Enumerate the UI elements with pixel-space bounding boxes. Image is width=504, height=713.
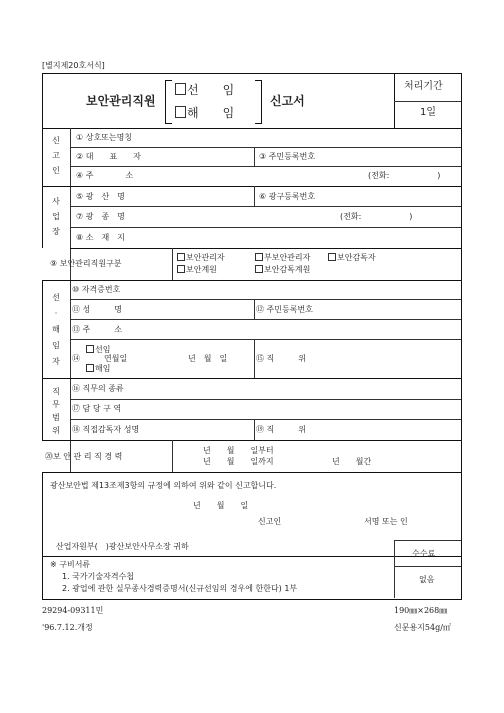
form-code: 29294-09311민 xyxy=(42,606,104,615)
company-name-label: ① 상호또는명칭 xyxy=(76,133,133,142)
duty-section-label: 직 무 범 위 xyxy=(52,387,60,435)
declarant-label: 신고인 xyxy=(258,517,282,526)
staff-category-label: ⑨ 보안관리직원구분 xyxy=(50,259,122,268)
declaration-text: 광산보안법 제13조제3항의 규정에 의하여 위와 같이 신고합니다. xyxy=(50,481,277,490)
marker-14: ⑭ xyxy=(72,354,80,363)
mine-name-label: ⑤ 광 산 명 xyxy=(76,192,125,201)
applicant-phone: (전화: ) xyxy=(368,171,441,180)
position-label: ⑮ 직 위 xyxy=(256,354,306,363)
fee-label: 수수료 xyxy=(412,549,436,558)
title-bracket-right xyxy=(255,80,262,124)
mine-section-label: 사 업 장 xyxy=(52,197,60,236)
required-docs-title: ※ 구비서류 xyxy=(50,560,91,569)
declaration-date: 년 월 일 xyxy=(193,501,249,510)
opt-supervisor: 보안감독자 xyxy=(328,253,376,262)
processing-label: 처리기간 xyxy=(404,81,443,92)
mine-location-label: ⑧ 소 재 지 xyxy=(76,233,125,242)
title-bracket-left xyxy=(165,80,172,124)
applicant-section-label: 신 고 인 xyxy=(52,136,60,175)
signature-label: 서명 또는 인 xyxy=(364,517,408,526)
sel-dismiss: 해임 xyxy=(86,364,110,373)
appointee-section-label: 선 · 해 임 자 xyxy=(52,293,60,366)
career-span: 년 월간 xyxy=(332,457,372,466)
required-doc-1: 1. 국가기술자격수첩 xyxy=(62,572,134,581)
mine-phone: (전화: ) xyxy=(340,212,413,221)
date-format: 년 월 일 xyxy=(188,354,228,363)
career-label: ⑳보 안 관 리 직 경 력 xyxy=(45,452,123,461)
duty-type-label: ⑯ 직무의 종류 xyxy=(72,384,124,393)
paper-spec: 신문용지54g/㎡ xyxy=(394,623,451,632)
sel-appoint: 선임 xyxy=(86,345,110,354)
license-number-label: ⑩ 자격증번호 xyxy=(72,285,121,294)
opt-security-staff: 보안계원 xyxy=(177,265,217,274)
option-dismiss: 해 임 xyxy=(175,106,234,119)
resident-number-label: ③ 주민등록번호 xyxy=(259,152,316,161)
duty-area-label: ⑰ 담 당 구 역 xyxy=(72,404,122,413)
revision-date: '96.7.12.개정 xyxy=(42,623,93,632)
required-doc-2: 2. 광업에 관한 실무종사경력증명서(신규선임의 경우에 한한다) 1부 xyxy=(62,584,298,593)
opt-supervisory-staff: 보안감독계원 xyxy=(255,265,310,274)
title-suffix: 신고서 xyxy=(270,94,305,108)
opt-deputy-manager: 부보안관리자 xyxy=(255,253,310,262)
form-size: 190㎜×268㎜ xyxy=(394,606,448,615)
person-address-label: ⑬ 주 소 xyxy=(72,325,122,334)
career-to: 년 월 일까지 xyxy=(203,457,274,466)
representative-label: ② 대 표 자 xyxy=(76,152,141,161)
title-main: 보안관리직원 xyxy=(86,94,156,108)
person-resident-number-label: ⑫ 주민등록번호 xyxy=(256,305,313,314)
fee-value: 없음 xyxy=(419,575,435,584)
career-from: 년 월 일부터 xyxy=(203,446,274,455)
supervisor-position-label: ⑲ 직 위 xyxy=(256,425,306,434)
direct-supervisor-label: ⑱ 직접감독자 성명 xyxy=(72,425,140,434)
date-field-label: 연월일 xyxy=(104,354,128,363)
processing-value: 1일 xyxy=(420,107,437,118)
addressee: 산업자원부( )광산보안사무소장 귀하 xyxy=(56,542,189,551)
mine-registration-label: ⑥ 광구등록번호 xyxy=(259,192,316,201)
mineral-type-label: ⑦ 광 종 명 xyxy=(76,212,125,221)
form-id: [별지제20호서식] xyxy=(42,61,105,70)
option-appoint: 선 임 xyxy=(175,83,234,96)
opt-security-manager: 보안관리자 xyxy=(177,253,225,262)
person-name-label: ⑪ 성 명 xyxy=(72,305,122,314)
address-label: ④ 주 소 xyxy=(76,171,134,180)
